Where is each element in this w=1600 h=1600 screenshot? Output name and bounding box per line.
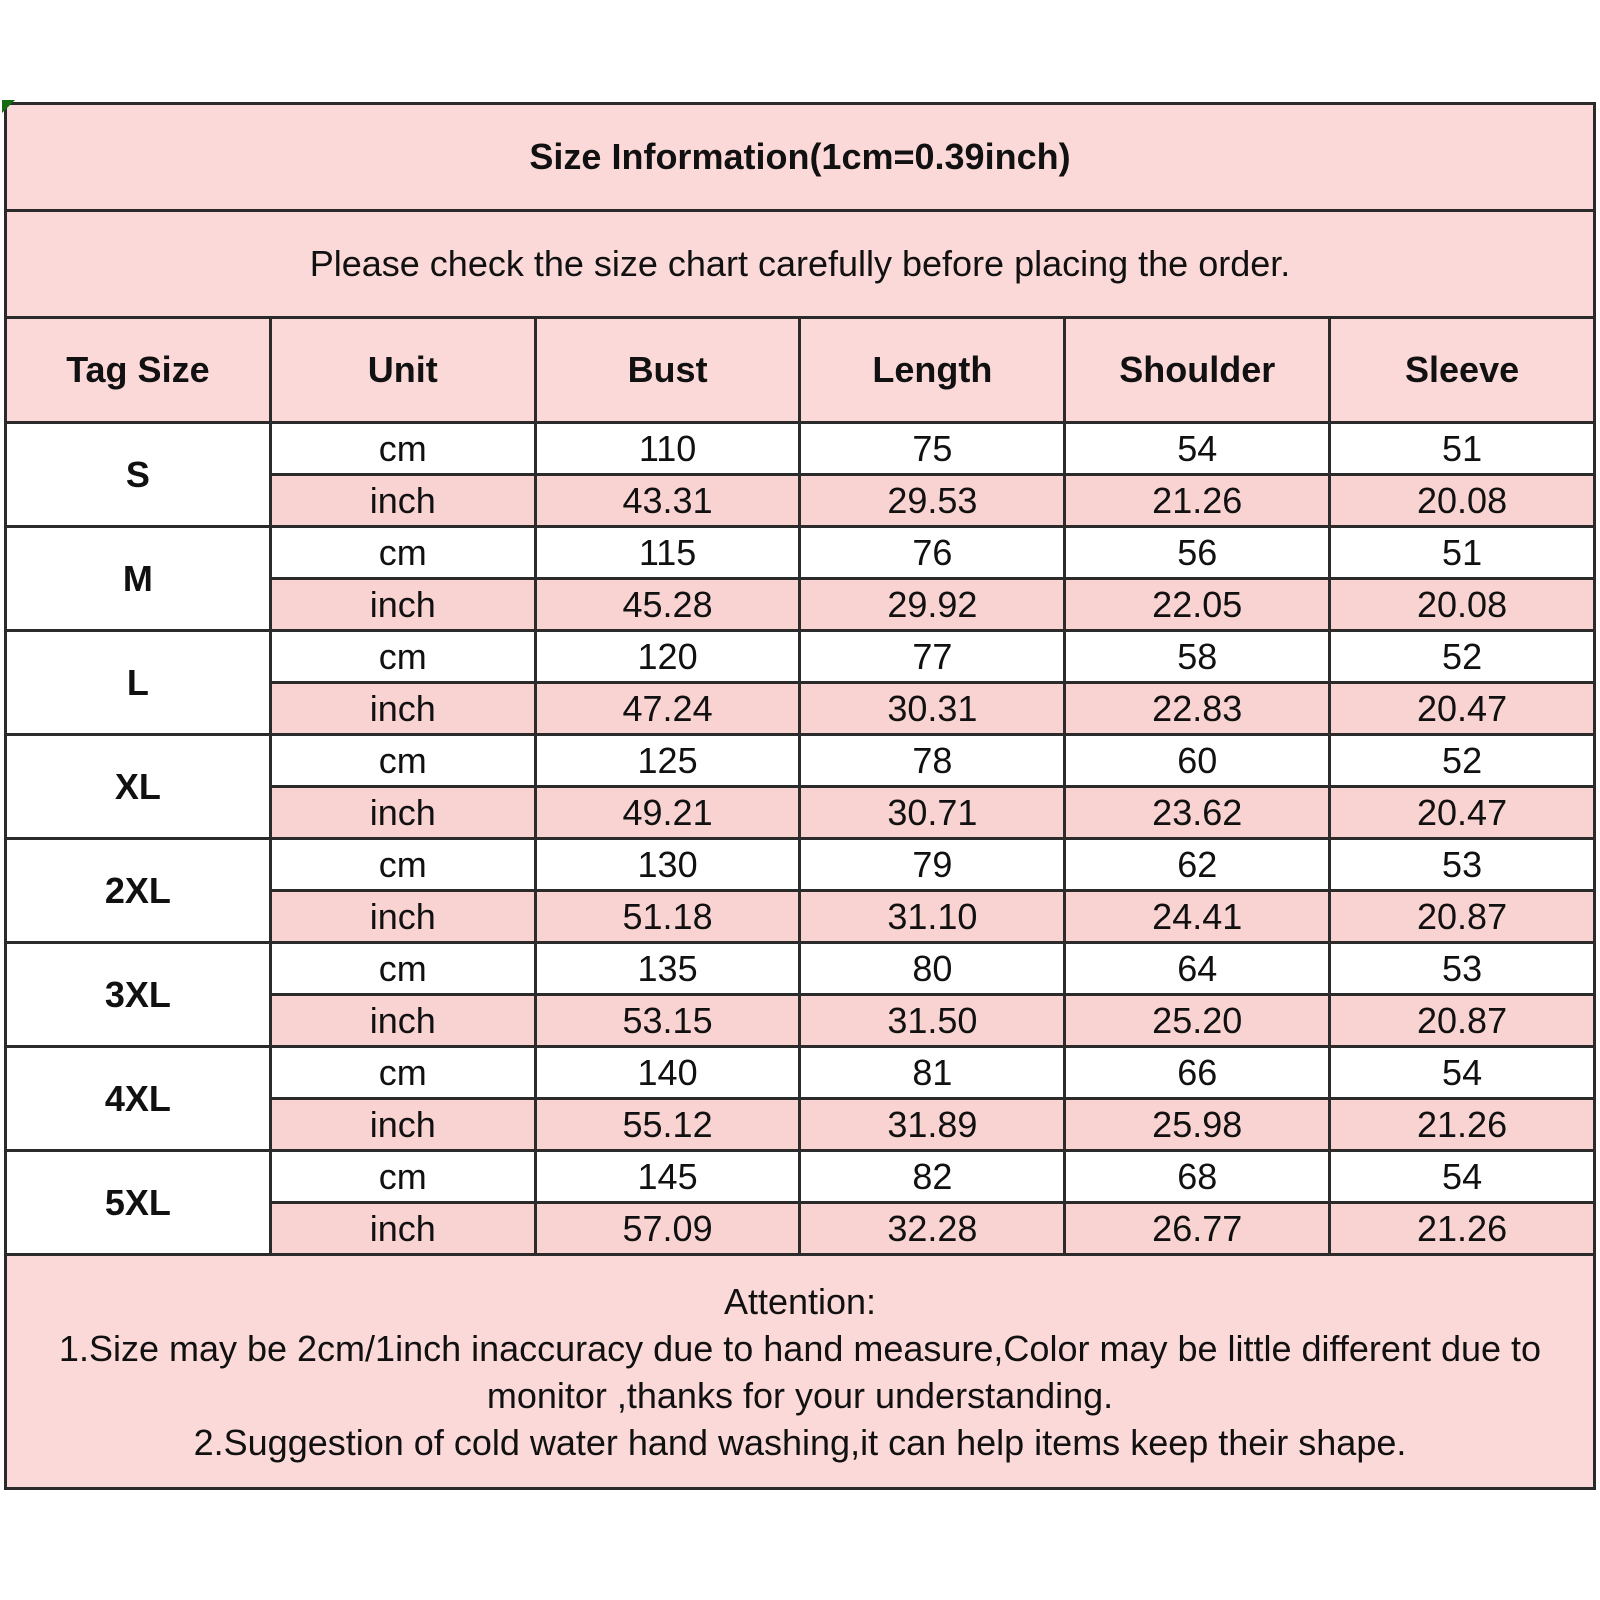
cell-l-length-cm: 77 xyxy=(800,631,1065,683)
cell-3xl-sleeve-cm: 53 xyxy=(1330,943,1595,995)
cell-2xl-bust-inch: 51.18 xyxy=(535,891,800,943)
size-tag-3xl: 3XL xyxy=(6,943,271,1047)
unit-label-cm: cm xyxy=(270,1151,535,1203)
cell-2xl-length-cm: 79 xyxy=(800,839,1065,891)
cell-xl-sleeve-inch: 20.47 xyxy=(1330,787,1595,839)
cell-5xl-sleeve-inch: 21.26 xyxy=(1330,1203,1595,1255)
cell-5xl-sleeve-cm: 54 xyxy=(1330,1151,1595,1203)
cell-m-shoulder-cm: 56 xyxy=(1065,527,1330,579)
cell-2xl-bust-cm: 130 xyxy=(535,839,800,891)
cell-l-sleeve-cm: 52 xyxy=(1330,631,1595,683)
size-tag-xl: XL xyxy=(6,735,271,839)
table-row xyxy=(6,735,1595,787)
cell-m-length-cm: 76 xyxy=(800,527,1065,579)
unit-label-inch: inch xyxy=(270,683,535,735)
cell-2xl-sleeve-inch: 20.87 xyxy=(1330,891,1595,943)
attention-row xyxy=(6,1255,1595,1489)
cell-xl-shoulder-cm: 60 xyxy=(1065,735,1330,787)
cell-l-sleeve-inch: 20.47 xyxy=(1330,683,1595,735)
green-corner-marker xyxy=(2,100,15,113)
cell-3xl-bust-inch: 53.15 xyxy=(535,995,800,1047)
cell-xl-shoulder-inch: 23.62 xyxy=(1065,787,1330,839)
cell-3xl-sleeve-inch: 20.87 xyxy=(1330,995,1595,1047)
cell-s-bust-cm: 110 xyxy=(535,423,800,475)
cell-l-bust-cm: 120 xyxy=(535,631,800,683)
attention-note xyxy=(6,1255,1595,1489)
cell-4xl-bust-cm: 140 xyxy=(535,1047,800,1099)
cell-3xl-length-cm: 80 xyxy=(800,943,1065,995)
cell-2xl-sleeve-cm: 53 xyxy=(1330,839,1595,891)
cell-m-bust-cm: 115 xyxy=(535,527,800,579)
cell-l-shoulder-inch: 22.83 xyxy=(1065,683,1330,735)
cell-xl-length-inch: 30.71 xyxy=(800,787,1065,839)
unit-label-inch: inch xyxy=(270,995,535,1047)
cell-xl-bust-inch: 49.21 xyxy=(535,787,800,839)
cell-3xl-shoulder-inch: 25.20 xyxy=(1065,995,1330,1047)
header-row xyxy=(6,318,1595,423)
cell-4xl-length-inch: 31.89 xyxy=(800,1099,1065,1151)
cell-l-shoulder-cm: 58 xyxy=(1065,631,1330,683)
cell-xl-sleeve-cm: 52 xyxy=(1330,735,1595,787)
table-row xyxy=(6,1151,1595,1203)
size-chart-sheet xyxy=(4,102,1596,1490)
unit-label-inch: inch xyxy=(270,787,535,839)
table-row xyxy=(6,527,1595,579)
cell-4xl-shoulder-cm: 66 xyxy=(1065,1047,1330,1099)
cell-m-bust-inch: 45.28 xyxy=(535,579,800,631)
unit-label-cm: cm xyxy=(270,943,535,995)
cell-s-bust-inch: 43.31 xyxy=(535,475,800,527)
cell-4xl-shoulder-inch: 25.98 xyxy=(1065,1099,1330,1151)
cell-s-length-inch: 29.53 xyxy=(800,475,1065,527)
cell-4xl-bust-inch: 55.12 xyxy=(535,1099,800,1151)
unit-label-cm: cm xyxy=(270,423,535,475)
cell-s-shoulder-cm: 54 xyxy=(1065,423,1330,475)
column-header-unit: Unit xyxy=(270,318,535,423)
attention-heading: Attention: xyxy=(723,1280,877,1322)
cell-5xl-bust-inch: 57.09 xyxy=(535,1203,800,1255)
column-header-sleeve: Sleeve xyxy=(1330,318,1595,423)
cell-2xl-length-inch: 31.10 xyxy=(800,891,1065,943)
page-title: Size Information(1cm=0.39inch) xyxy=(6,104,1595,211)
cell-5xl-shoulder-cm: 68 xyxy=(1065,1151,1330,1203)
size-tag-2xl: 2XL xyxy=(6,839,271,943)
cell-5xl-shoulder-inch: 26.77 xyxy=(1065,1203,1330,1255)
cell-m-shoulder-inch: 22.05 xyxy=(1065,579,1330,631)
unit-label-cm: cm xyxy=(270,735,535,787)
title-row xyxy=(6,104,1595,211)
table-row xyxy=(6,1047,1595,1099)
cell-xl-length-cm: 78 xyxy=(800,735,1065,787)
table-row xyxy=(6,631,1595,683)
cell-s-sleeve-cm: 51 xyxy=(1330,423,1595,475)
cell-m-length-inch: 29.92 xyxy=(800,579,1065,631)
size-tag-5xl: 5XL xyxy=(6,1151,271,1255)
column-header-shoulder: Shoulder xyxy=(1065,318,1330,423)
column-header-length: Length xyxy=(800,318,1065,423)
cell-5xl-bust-cm: 145 xyxy=(535,1151,800,1203)
cell-xl-bust-cm: 125 xyxy=(535,735,800,787)
unit-label-cm: cm xyxy=(270,631,535,683)
subtitle-row xyxy=(6,211,1595,318)
unit-label-inch: inch xyxy=(270,1099,535,1151)
cell-s-length-cm: 75 xyxy=(800,423,1065,475)
cell-4xl-length-cm: 81 xyxy=(800,1047,1065,1099)
unit-label-inch: inch xyxy=(270,475,535,527)
cell-l-length-inch: 30.31 xyxy=(800,683,1065,735)
cell-s-shoulder-inch: 21.26 xyxy=(1065,475,1330,527)
cell-2xl-shoulder-cm: 62 xyxy=(1065,839,1330,891)
size-tag-s: S xyxy=(6,423,271,527)
unit-label-cm: cm xyxy=(270,1047,535,1099)
cell-5xl-length-inch: 32.28 xyxy=(800,1203,1065,1255)
unit-label-inch: inch xyxy=(270,579,535,631)
table-row xyxy=(6,423,1595,475)
size-tag-l: L xyxy=(6,631,271,735)
cell-l-bust-inch: 47.24 xyxy=(535,683,800,735)
subtitle-note: Please check the size chart carefully before placing the order. xyxy=(6,211,1595,318)
cell-m-sleeve-inch: 20.08 xyxy=(1330,579,1595,631)
attention-line-2: 2.Suggestion of cold water hand washing,it can help items keep their shape. xyxy=(193,1421,1407,1463)
cell-s-sleeve-inch: 20.08 xyxy=(1330,475,1595,527)
cell-3xl-shoulder-cm: 64 xyxy=(1065,943,1330,995)
size-chart-table xyxy=(4,102,1596,1490)
size-tag-m: M xyxy=(6,527,271,631)
table-row xyxy=(6,943,1595,995)
cell-4xl-sleeve-cm: 54 xyxy=(1330,1047,1595,1099)
cell-5xl-length-cm: 82 xyxy=(800,1151,1065,1203)
unit-label-inch: inch xyxy=(270,891,535,943)
table-row xyxy=(6,839,1595,891)
unit-label-cm: cm xyxy=(270,527,535,579)
cell-3xl-length-inch: 31.50 xyxy=(800,995,1065,1047)
cell-m-sleeve-cm: 51 xyxy=(1330,527,1595,579)
unit-label-inch: inch xyxy=(270,1203,535,1255)
cell-3xl-bust-cm: 135 xyxy=(535,943,800,995)
cell-2xl-shoulder-inch: 24.41 xyxy=(1065,891,1330,943)
attention-line-1: 1.Size may be 2cm/1inch inaccuracy due to hand measure,Color may be little different due to monitor ,thanks for your understanding. xyxy=(58,1327,1542,1416)
column-header-bust: Bust xyxy=(535,318,800,423)
size-tag-4xl: 4XL xyxy=(6,1047,271,1151)
unit-label-cm: cm xyxy=(270,839,535,891)
cell-4xl-sleeve-inch: 21.26 xyxy=(1330,1099,1595,1151)
column-header-tag-size: Tag Size xyxy=(6,318,271,423)
